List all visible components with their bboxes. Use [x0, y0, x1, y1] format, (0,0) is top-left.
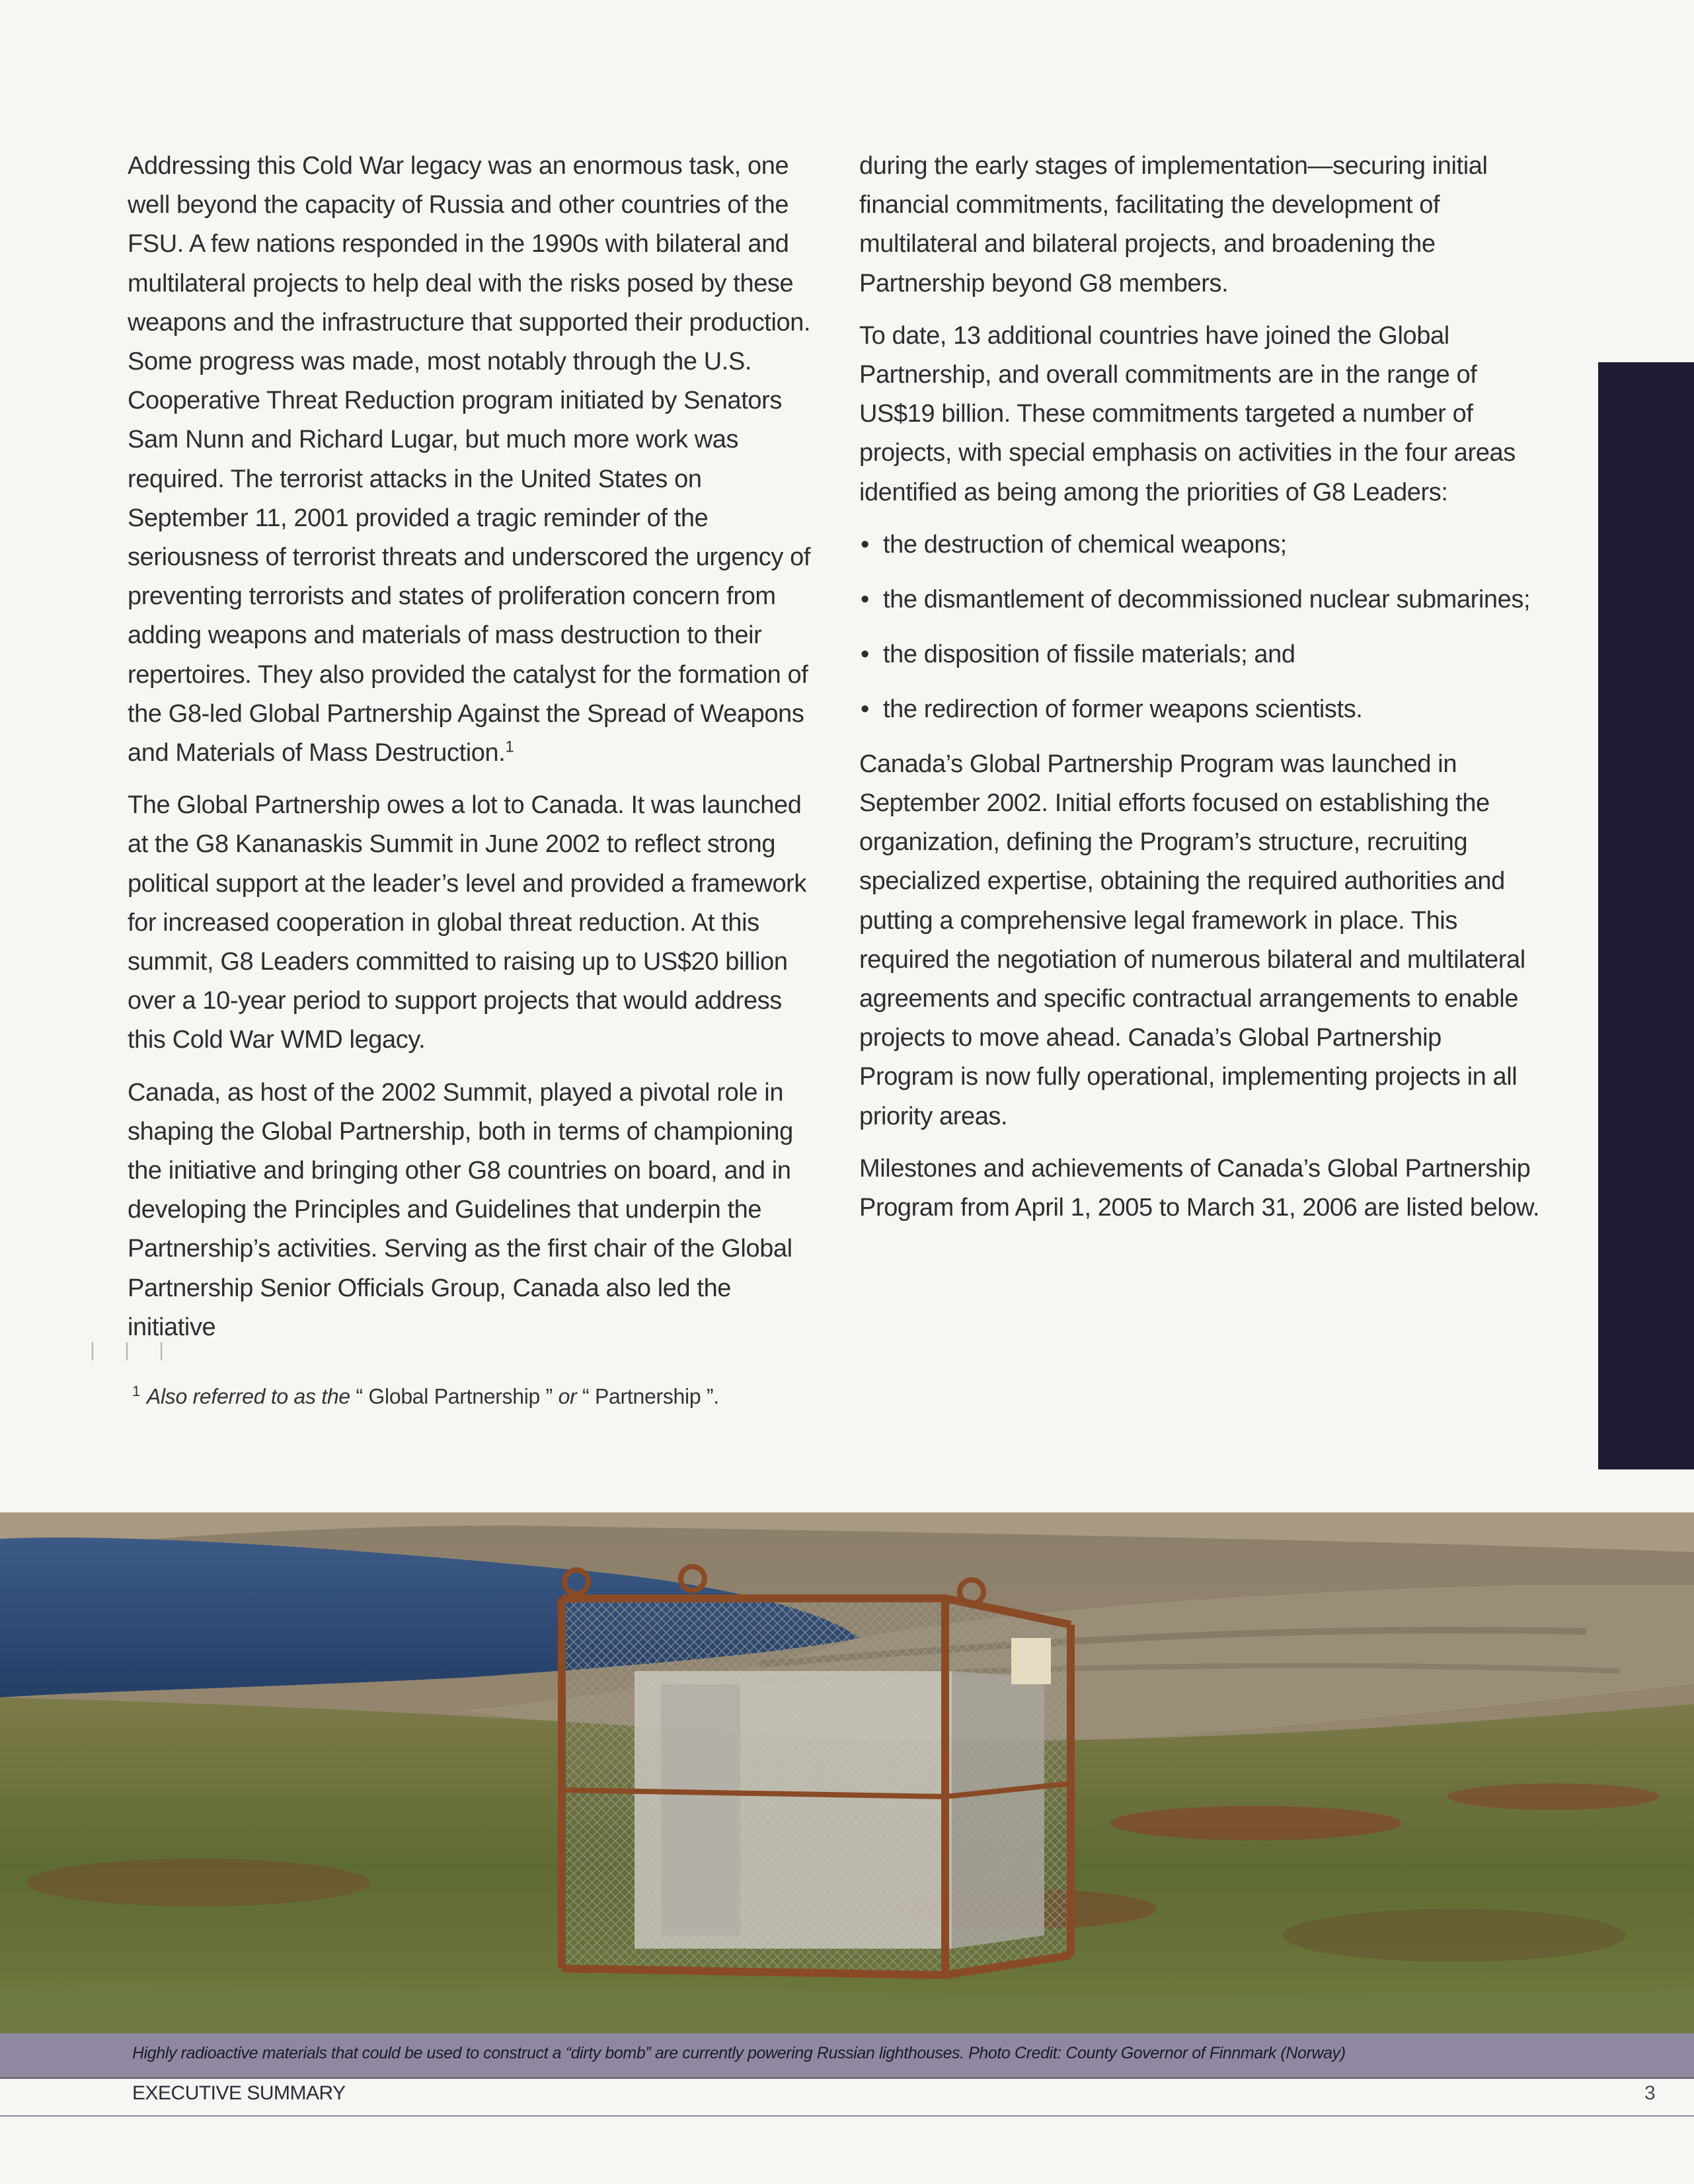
- lighthouse-photo: [0, 1512, 1694, 2033]
- left-text-column: [128, 147, 822, 1360]
- bullet-icon: •: [861, 585, 869, 613]
- section-tab-bar: [1598, 362, 1694, 1469]
- list-item-text: the redirection of former weapons scientists.: [883, 695, 1363, 723]
- paragraph-program-launch: Canada’s Global Partnership Program was launched in September 2002. Initial efforts focused on establishing the organization, defining the Program’s structure, recruiting specialized expertise, obtaining the required authorities and putting a comprehensive legal framework in place. This required the negotiation of numerous bilateral and multilateral agreements and specific contractual arrangements to enable projects to move ahead. Canada’s Global Partnership Program is now fully operational, implementing projects in all priority areas.: [859, 750, 1525, 1130]
- right-text-column: [859, 147, 1540, 1241]
- list-item: [859, 635, 1540, 674]
- paragraph-implementation: during the early stages of implementation—securing initial financial commitments, facilitating the development of multilateral and bilateral projects, and broadening the Partnership beyond G8 members.: [859, 152, 1488, 297]
- paragraph-canada-host: Canada, as host of the 2002 Summit, played a pivotal role in shaping the Global Partnership, both in terms of championing the initiative and bringing other G8 countries on board, and in developing the Principles and Guidelines that underpin the Partnership’s activities. Serving as the first chair of the Global Partnership Senior Officials Group, Canada also led the initiative: [128, 1078, 793, 1341]
- footnote-lead: Also referred to as the: [146, 1384, 350, 1409]
- list-item-text: the dismantlement of decommissioned nuclear submarines;: [883, 585, 1531, 613]
- footnote-reference: 1: [505, 738, 514, 756]
- paragraph-global-partnership-canada: The Global Partnership owes a lot to Canada. It was launched at the G8 Kananaskis Summit in June 2002 to reflect strong political support at the leader’s level and provided a framework for increased cooperation in global threat reduction. At this summit, G8 Leaders committed to raising up to US$20 billion over a 10-year period to support projects that would address this Cold War WMD legacy.: [128, 791, 807, 1054]
- list-item: [859, 690, 1540, 729]
- cage-structure: [562, 1567, 1071, 1975]
- footnote-term: “ Partnership ”.: [582, 1384, 719, 1409]
- paragraph-milestones: Milestones and achievements of Canada’s Global Partnership Program from April 1, 2005 to March 31, 2006 are listed below.: [859, 1154, 1540, 1222]
- priority-areas-list: [859, 526, 1540, 729]
- faint-margin-marks: | | |: [90, 1339, 176, 1361]
- footnote-term: “ Global Partnership ”: [356, 1384, 553, 1409]
- bullet-icon: •: [861, 695, 869, 723]
- paragraph-text: Addressing this Cold War legacy was an enormous task, one well beyond the capacity of Russia and other countries of the FSU. A few nations responded in the 1990s with bilateral and multilateral projects to help deal with the risks posed by these weapons and the infrastructure that supported their production. Some progress was made, most notably through the U.S. Cooperative Threat Reduction program initiated by Senators Sam Nunn and Richard Lugar, but much more work was required. The terrorist attacks in the United States on September 11, 2001 provided a tragic reminder of the seriousness of terrorist threats and underscored the urgency of preventing terrorists and states of proliferation concern from adding weapons and materials of mass destruction to their repertoires. They also provided the catalyst for the formation of the G8-led Global Partnership Against the Spread of Weapons and Materials of Mass Destruction.: [128, 152, 811, 767]
- bullet-icon: •: [861, 640, 869, 668]
- footer-rule-bottom: [0, 2115, 1694, 2117]
- photo-caption: Highly radioactive materials that could be used to construct a “dirty bomb” are currently powering Russian lighthouses. Photo Credit: County Governor of Finnmark (Norway): [132, 2044, 1346, 2062]
- footnote-number: 1: [132, 1383, 140, 1399]
- bullet-icon: •: [861, 530, 869, 559]
- paragraph-additional-countries: To date, 13 additional countries have joined the Global Partnership, and overall commitments are in the range of US$19 billion. These commitments targeted a number of projects, with special emphasis on activities in the four areas identified as being among the priorities of G8 Leaders:: [859, 321, 1516, 506]
- page-number: 3: [1644, 2082, 1656, 2104]
- footnote: [132, 1383, 719, 1409]
- list-item: [859, 580, 1540, 619]
- list-item-text: the destruction of chemical weapons;: [883, 530, 1287, 559]
- list-item: [859, 526, 1540, 565]
- paragraph-cold-war-legacy: [128, 147, 822, 773]
- photo-illustration: [0, 1512, 1694, 2033]
- footer-rule-top: [0, 2077, 1694, 2079]
- list-item-text: the disposition of fissile materials; and: [883, 640, 1295, 668]
- footer-section-label: EXECUTIVE SUMMARY: [132, 2082, 346, 2104]
- footnote-connector: or: [558, 1384, 577, 1409]
